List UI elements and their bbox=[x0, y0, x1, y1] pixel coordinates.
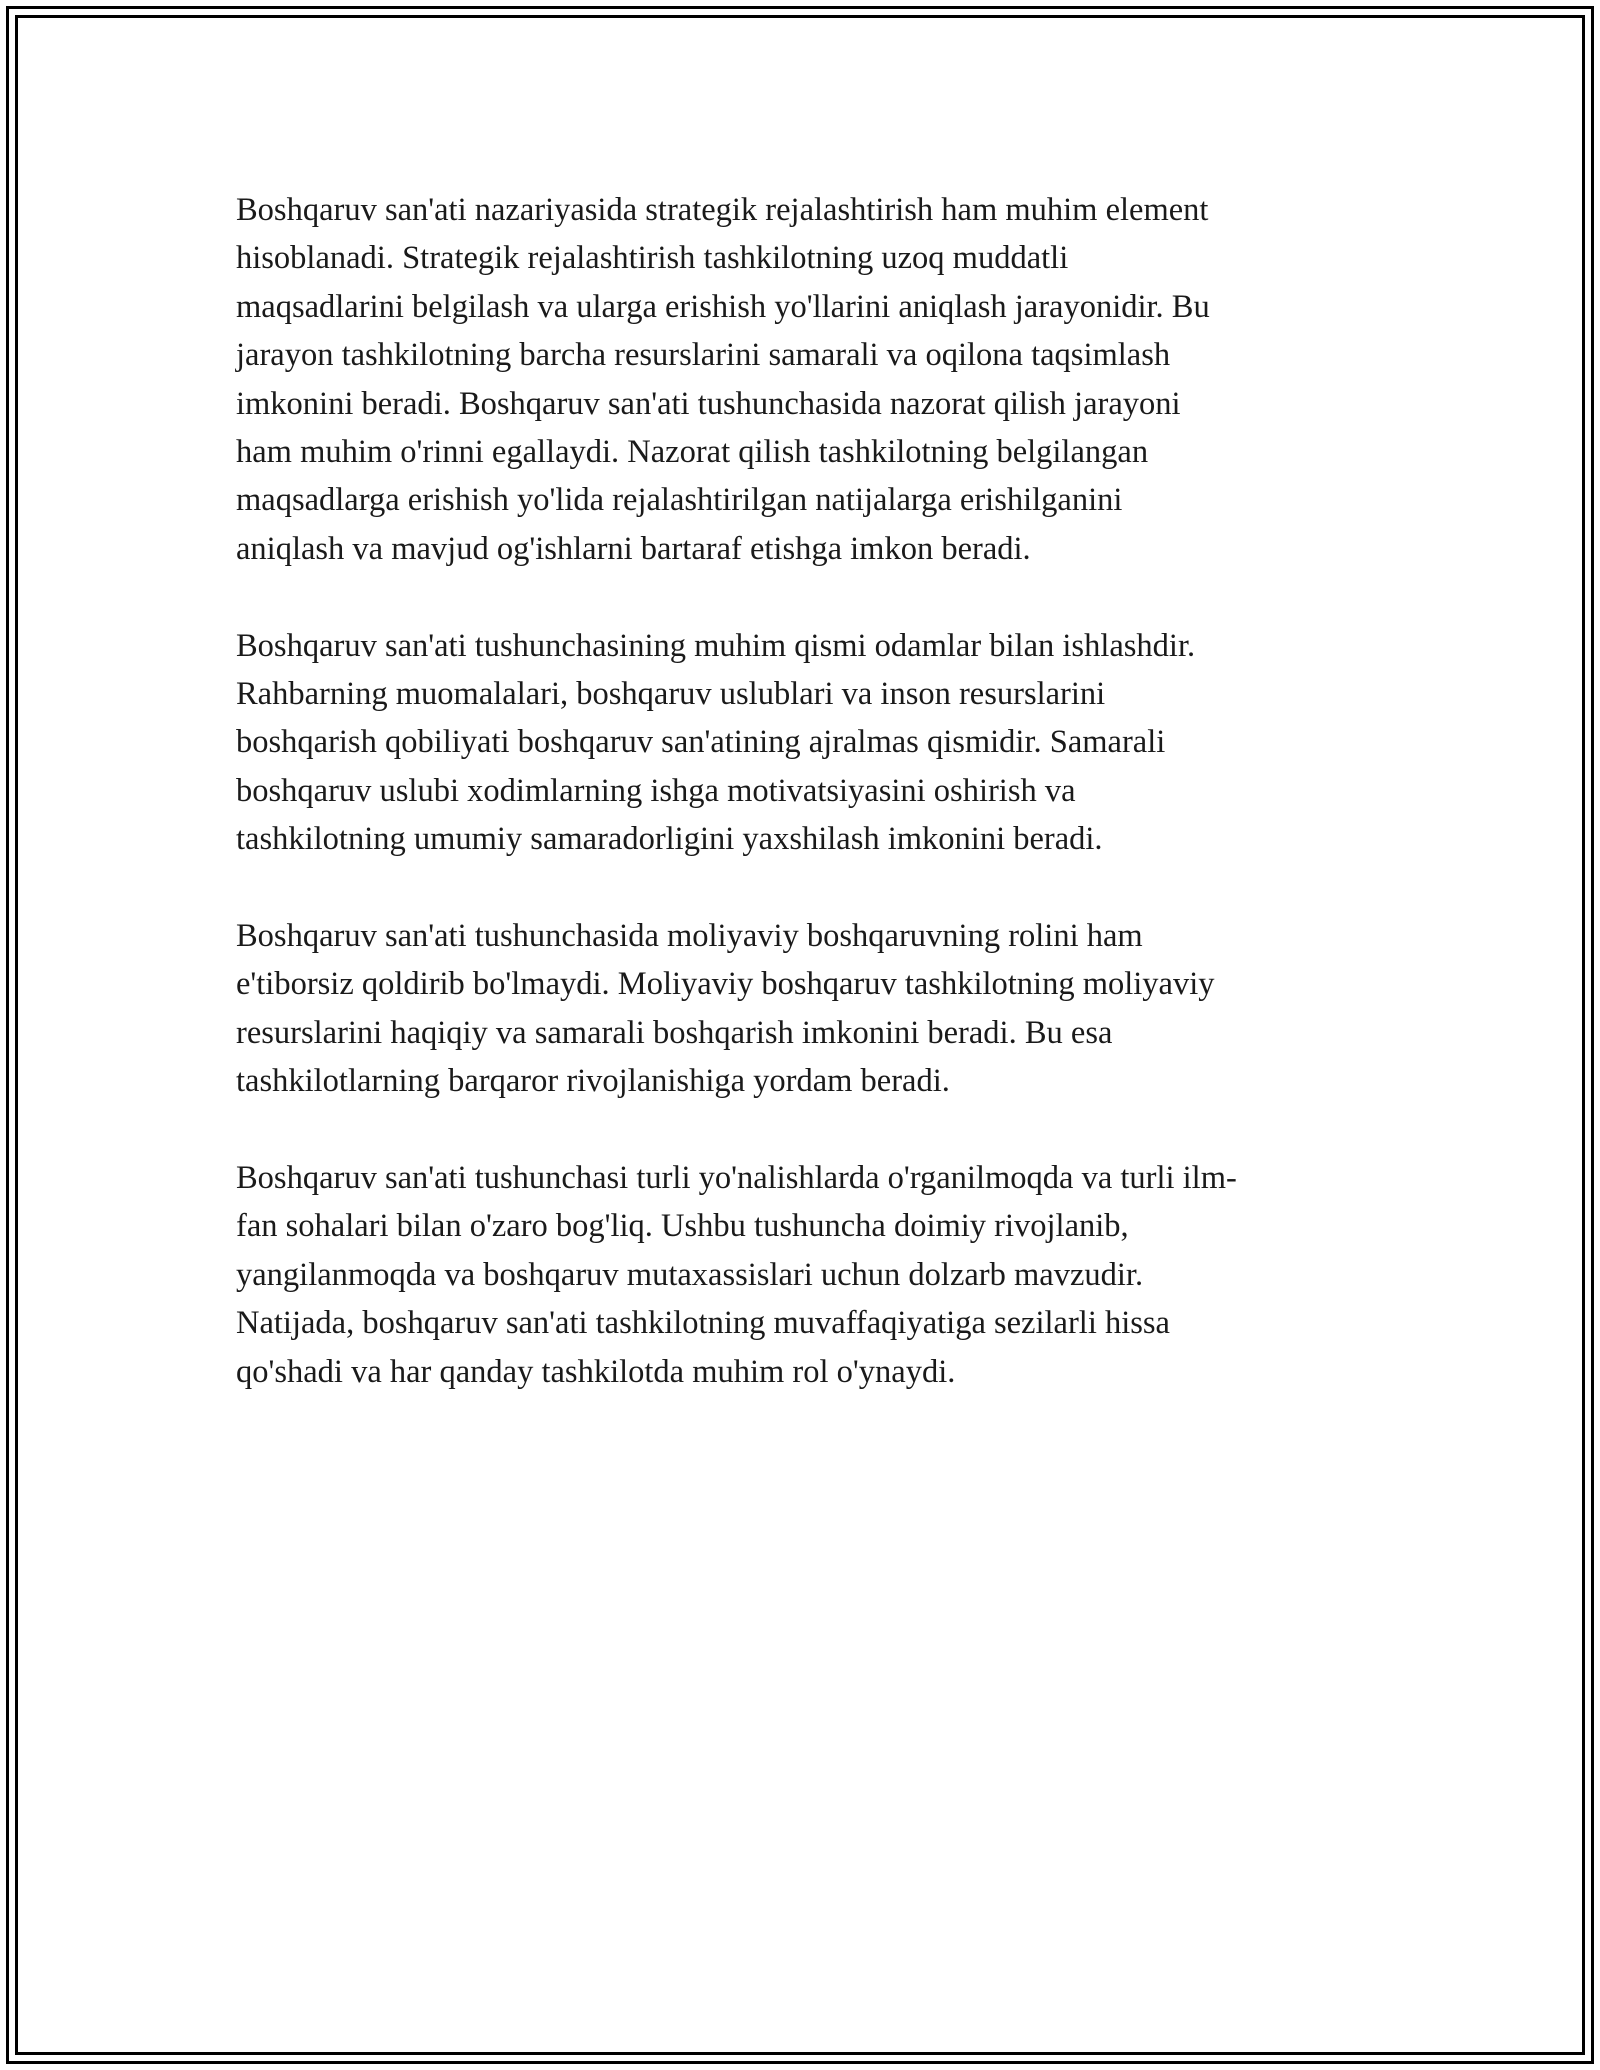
text-line: maqsadlarini belgilash va ularga erishish yo'llarini aniqlash jarayonidir. Bu bbox=[236, 288, 1210, 325]
text-line: tashkilotning umumiy samaradorligini yaxshilash imkonini beradi. bbox=[236, 821, 1103, 858]
text-line: hisoblanadi. Strategik rejalashtirish tashkilotning uzoq muddatli bbox=[236, 240, 1069, 277]
text-line: Natijada, boshqaruv san'ati tashkilotning muvaffaqiyatiga sezilarli hissa bbox=[236, 1305, 1170, 1342]
paragraph-2 bbox=[236, 622, 1376, 864]
text-line: Boshqaruv san'ati tushunchasida moliyaviy boshqaruvning rolini ham bbox=[236, 918, 1143, 955]
text-line: Rahbarning muomalalari, boshqaruv uslublari va inson resurslarini bbox=[236, 676, 1106, 713]
text-line: maqsadlarga erishish yo'lida rejalashtirilgan natijalarga erishilganini bbox=[236, 482, 1123, 519]
text-line: boshqaruv uslubi xodimlarning ishga motivatsiyasini oshirish va bbox=[236, 772, 1076, 809]
text-line: Boshqaruv san'ati nazariyasida strategik rejalashtirish ham muhim element bbox=[236, 192, 1209, 228]
paragraph-4 bbox=[236, 1154, 1376, 1396]
text-line: boshqarish qobiliyati boshqaruv san'atining ajralmas qismidir. Samarali bbox=[236, 724, 1166, 761]
text-line: fan sohalari bilan o'zaro bog'liq. Ushbu tushuncha doimiy rivojlanib, bbox=[236, 1208, 1129, 1245]
text-line: jarayon tashkilotning barcha resurslarini samarali va oqilona taqsimlash bbox=[236, 337, 1171, 374]
text-line: tashkilotlarning barqaror rivojlanishiga yordam beradi. bbox=[236, 1063, 950, 1100]
text-line: aniqlash va mavjud og'ishlarni bartaraf etishga imkon beradi. bbox=[236, 530, 1031, 567]
text-line: Boshqaruv san'ati tushunchasining muhim qismi odamlar bilan ishlashdir. bbox=[236, 627, 1196, 664]
text-line: Boshqaruv san'ati tushunchasi turli yo'nalishlarda o'rganilmoqda va turli ilm- bbox=[236, 1160, 1237, 1197]
paragraph-3 bbox=[236, 912, 1376, 1106]
text-line: resurslarini haqiqiy va samarali boshqarish imkonini beradi. Bu esa bbox=[236, 1014, 1113, 1051]
text-line: e'tiborsiz qoldirib bo'lmaydi. Moliyaviy boshqaruv tashkilotning moliyaviy bbox=[236, 966, 1215, 1003]
document-body bbox=[236, 186, 1376, 1445]
paragraph-1 bbox=[236, 186, 1376, 573]
text-line: ham muhim o'rinni egallaydi. Nazorat qilish tashkilotning belgilangan bbox=[236, 434, 1149, 471]
text-line: imkonini beradi. Boshqaruv san'ati tushunchasida nazorat qilish jarayoni bbox=[236, 385, 1181, 422]
text-line: yangilanmoqda va boshqaruv mutaxassislari uchun dolzarb mavzudir. bbox=[236, 1256, 1144, 1293]
text-line: qo'shadi va har qanday tashkilotda muhim rol o'ynaydi. bbox=[236, 1353, 956, 1390]
